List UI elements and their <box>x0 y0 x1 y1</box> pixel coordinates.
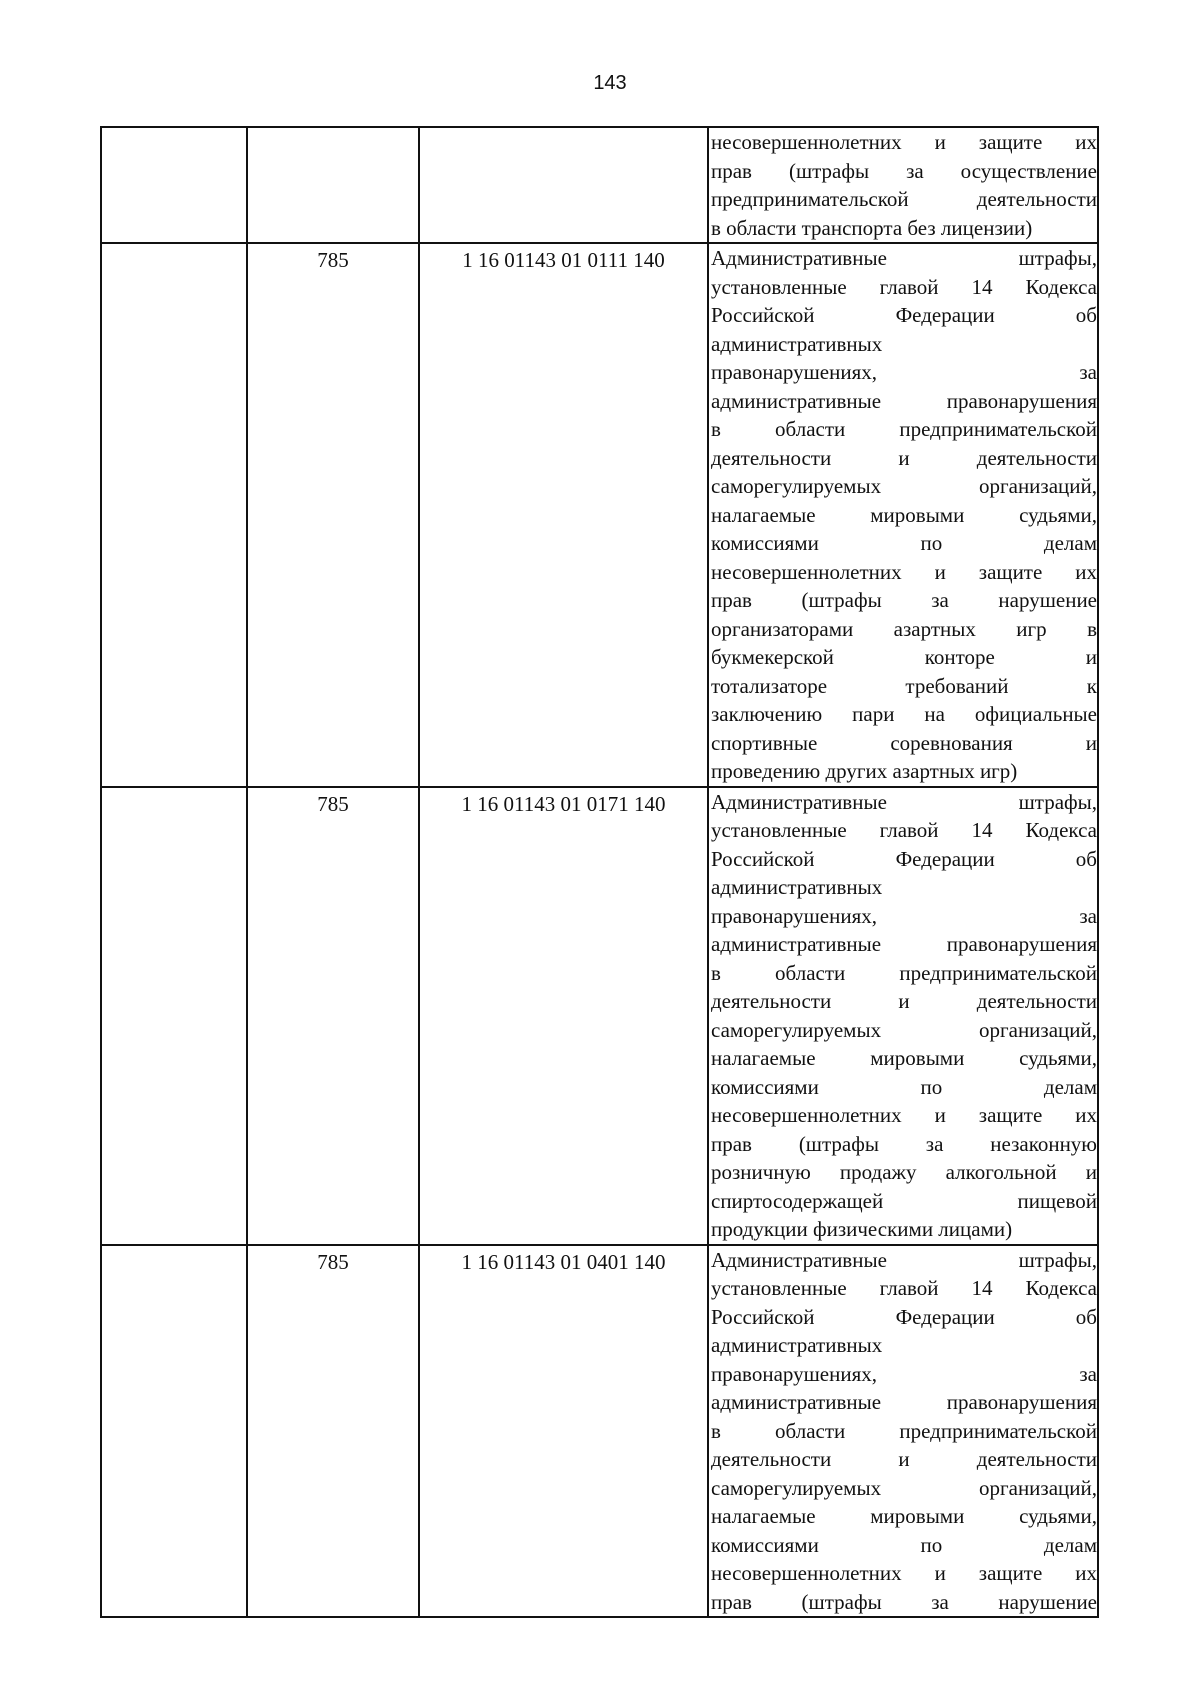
description-line: спортивные соревнования и <box>711 730 1097 755</box>
empty-cell <box>101 127 247 243</box>
description-line: прав (штрафы за нарушение <box>711 588 1097 612</box>
description-line: саморегулируемых организаций, <box>711 1475 1097 1500</box>
description-line: в области транспорта без лицензии) <box>711 215 1033 240</box>
description-line: установленные главой 14 Кодекса <box>711 818 1097 842</box>
description-line: саморегулируемых организаций, <box>711 1017 1097 1042</box>
budget-code-cell <box>419 243 708 787</box>
table-row <box>101 787 1098 1245</box>
description-line: административных <box>711 875 883 899</box>
description-line: саморегулируемых организаций, <box>711 474 1097 498</box>
description-line: правонарушениях, за <box>711 1361 1097 1386</box>
description-line: деятельности и деятельности <box>711 1447 1097 1471</box>
budget-classification-code: 1 16 01143 01 0401 140 <box>461 1249 666 1274</box>
admin-code: 785 <box>317 248 349 272</box>
description-line: розничную продажу алкогольной и <box>711 1160 1097 1184</box>
description-line: правонарушениях, за <box>711 903 1097 928</box>
description-line: Российской Федерации об <box>711 1304 1097 1329</box>
description-line: административных <box>711 331 883 356</box>
table-row <box>101 243 1098 787</box>
budget-code-cell <box>419 787 708 1245</box>
admin-code: 785 <box>317 791 349 816</box>
budget-code-table <box>100 126 1099 1618</box>
admin-code: 785 <box>317 1249 349 1274</box>
description-cell <box>708 787 1098 1245</box>
description-line: административные правонарушения <box>711 388 1097 413</box>
budget-code-cell <box>419 127 708 243</box>
description-line: Российской Федерации об <box>711 303 1097 327</box>
description-line: предпринимательской деятельности <box>711 187 1097 211</box>
description-line: несовершеннолетних и защите их <box>711 130 1097 154</box>
description-line: Административные штрафы, <box>711 789 1097 814</box>
description-line: Административные штрафы, <box>711 1247 1097 1272</box>
table-row <box>101 1245 1098 1618</box>
admin-code-cell <box>247 127 419 243</box>
description-line: несовершеннолетних и защите их <box>711 1561 1097 1585</box>
description-line: прав (штрафы за незаконную <box>711 1131 1097 1156</box>
description-line: в области предпринимательской <box>711 1418 1097 1443</box>
description-line: несовершеннолетних и защите их <box>711 1103 1097 1127</box>
page-number: 143 <box>593 72 627 94</box>
description-line: деятельности и деятельности <box>711 445 1097 470</box>
description-line: налагаемые мировыми судьями, <box>711 502 1097 527</box>
description-line: тотализаторе требований к <box>711 673 1097 698</box>
description-line: административные правонарушения <box>711 1390 1097 1414</box>
description-cell <box>708 1245 1098 1618</box>
empty-cell <box>101 243 247 787</box>
description-line: проведению других азартных игр) <box>711 759 1018 783</box>
table-body <box>101 127 1098 1617</box>
description-line: в области предпринимательской <box>711 960 1097 985</box>
description-line: правонарушениях, за <box>711 360 1097 384</box>
description-line: административные правонарушения <box>711 932 1097 956</box>
description-line: установленные главой 14 Кодекса <box>711 1276 1097 1300</box>
description-line: комиссиями по делам <box>711 1074 1097 1099</box>
description-line: прав (штрафы за осуществление <box>711 158 1097 183</box>
description-line: продукции физическими лицами) <box>711 1217 1013 1241</box>
description-line: административных <box>711 1333 883 1357</box>
description-line: комиссиями по делам <box>711 531 1097 555</box>
description-line: деятельности и деятельности <box>711 989 1097 1013</box>
empty-cell <box>101 1245 247 1618</box>
description-line: спиртосодержащей пищевой <box>711 1188 1097 1213</box>
description-line: Российской Федерации об <box>711 846 1097 871</box>
admin-code-cell <box>247 243 419 787</box>
description-line: заключению пари на официальные <box>711 702 1097 726</box>
description-line: налагаемые мировыми судьями, <box>711 1046 1097 1070</box>
description-line: несовершеннолетних и защите их <box>711 559 1097 584</box>
description-line: в области предпринимательской <box>711 417 1097 441</box>
description-line: прав (штрафы за нарушение <box>711 1589 1097 1614</box>
description-line: организаторами азартных игр в <box>711 616 1097 641</box>
budget-code-cell <box>419 1245 708 1618</box>
admin-code <box>248 128 418 130</box>
description-cell <box>708 243 1098 787</box>
budget-classification-code: 1 16 01143 01 0171 140 <box>461 791 666 816</box>
budget-classification-code <box>420 128 707 130</box>
budget-classification-code: 1 16 01143 01 0111 140 <box>462 248 665 272</box>
description-line: Административные штрафы, <box>711 246 1097 270</box>
admin-code-cell <box>247 787 419 1245</box>
admin-code-cell <box>247 1245 419 1618</box>
description-cell <box>708 127 1098 243</box>
description-line: букмекерской конторе и <box>711 645 1097 669</box>
description-line: комиссиями по делам <box>711 1532 1097 1557</box>
description-line: налагаемые мировыми судьями, <box>711 1504 1097 1528</box>
description-line: установленные главой 14 Кодекса <box>711 274 1097 299</box>
empty-cell <box>101 787 247 1245</box>
table-row <box>101 127 1098 243</box>
